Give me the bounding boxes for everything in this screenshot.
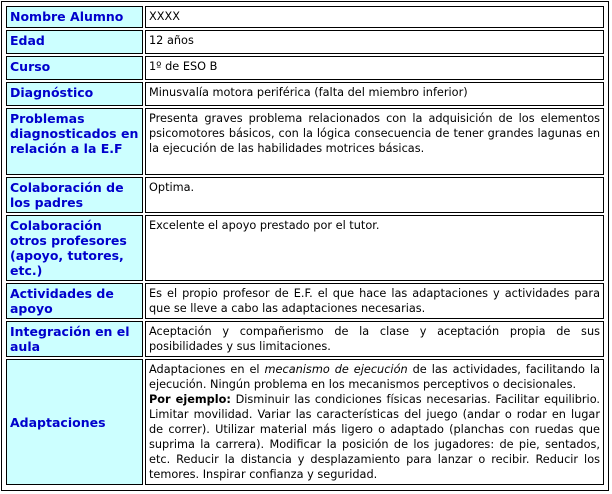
student-record-sheet xyxy=(1,1,609,491)
adaptaciones-paragraph-2 xyxy=(149,392,600,482)
adaptaciones-p1-emphasis: mecanismo de ejecución xyxy=(264,363,408,376)
value-problemas: Presenta graves problema relacionados con la adquisición de los elementos psicomotores básicos, con la lógica consecuencia de tener grandes lagunas en la ejecución de las habilidades motrices básicas. xyxy=(145,108,604,175)
label-diagnostico: Diagnóstico xyxy=(6,82,143,106)
label-colaboracion-profesores: Colaboración otros profesores (apoyo, tutores, etc.) xyxy=(6,215,143,281)
adaptaciones-example-heading: Por ejemplo: xyxy=(149,393,231,406)
label-edad: Edad xyxy=(6,30,143,54)
value-edad: 12 años xyxy=(145,30,604,54)
adaptaciones-paragraph-1 xyxy=(149,362,600,392)
value-nombre-alumno: XXXX xyxy=(145,6,604,28)
value-actividades-apoyo: Es el propio profesor de E.F. el que hace las adaptaciones y actividades para que se lleve a cabo las adaptaciones necesarias. xyxy=(145,283,604,319)
row-edad xyxy=(6,30,604,54)
row-adaptaciones xyxy=(6,359,604,485)
row-diagnostico xyxy=(6,82,604,106)
row-nombre-alumno xyxy=(6,6,604,28)
value-colaboracion-padres: Optima. xyxy=(145,177,604,213)
value-adaptaciones xyxy=(145,359,604,485)
label-problemas: Problemas diagnosticados en relación a la E.F xyxy=(6,108,143,175)
label-nombre-alumno: Nombre Alumno xyxy=(6,6,143,28)
row-colaboracion-profesores xyxy=(6,215,604,281)
adaptaciones-p1-before: Adaptaciones en el xyxy=(149,363,265,376)
label-colaboracion-padres: Colaboración de los padres xyxy=(6,177,143,213)
student-record-table xyxy=(4,4,606,487)
value-curso: 1º de ESO B xyxy=(145,56,604,80)
row-integracion-aula xyxy=(6,321,604,357)
row-actividades-apoyo xyxy=(6,283,604,319)
row-colaboracion-padres xyxy=(6,177,604,213)
label-integracion-aula: Integración en el aula xyxy=(6,321,143,357)
value-integracion-aula: Aceptación y compañerismo de la clase y aceptación propia de sus posibilidades y sus limitaciones. xyxy=(145,321,604,357)
adaptaciones-example-text: Disminuir las condiciones físicas necesarias. Facilitar equilibrio. Limitar movilidad. Variar las características del juego (andar o rodar en lugar de correr). Utilizar material más ligero o adaptado (planchas con ruedas que suprima la carrera). Modificar la posición de los jugadores: de pie, sentados, etc. Reducir la distancia y desplazamiento para lanzar o recibir. Reducir los temores. Inspirar confianza y seguridad. xyxy=(149,393,600,481)
label-curso: Curso xyxy=(6,56,143,80)
value-diagnostico: Minusvalía motora periférica (falta del miembro inferior) xyxy=(145,82,604,106)
label-adaptaciones: Adaptaciones xyxy=(6,359,143,485)
value-colaboracion-profesores: Excelente el apoyo prestado por el tutor. xyxy=(145,215,604,281)
adaptaciones-p1-after: de las actividades, facilitando la ejecución. Ningún problema en los mecanismos perceptivos o decisionales. xyxy=(149,363,601,391)
label-actividades-apoyo: Actividades de apoyo xyxy=(6,283,143,319)
row-problemas xyxy=(6,108,604,175)
row-curso xyxy=(6,56,604,80)
